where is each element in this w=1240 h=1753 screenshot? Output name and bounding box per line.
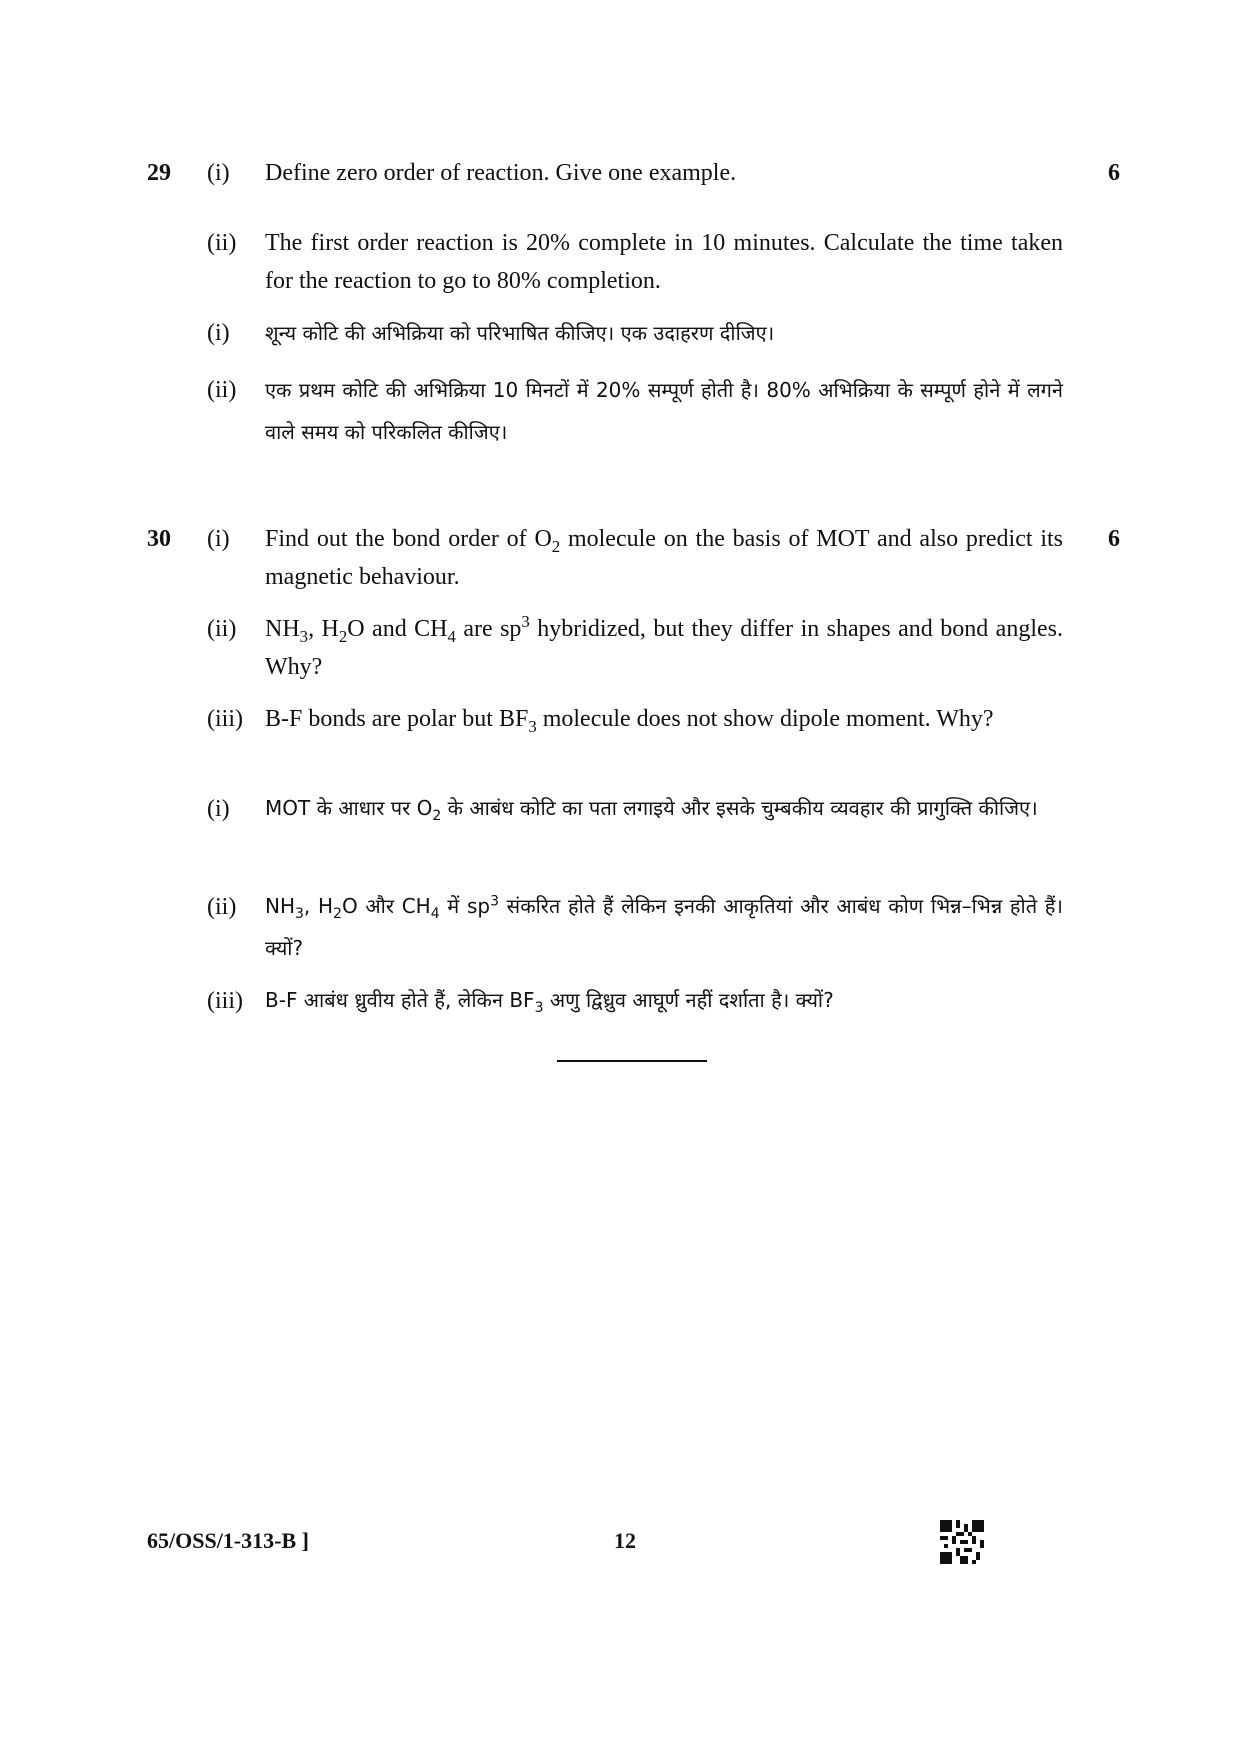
end-rule [557, 1060, 707, 1062]
part-label: (i) [207, 160, 230, 186]
page-number: 12 [614, 1528, 636, 1553]
question-text: B-F bonds are polar but $BF_3$ molecule does not show dipole moment. Why? [265, 706, 994, 736]
part-label: (i) [207, 796, 230, 822]
part-label: (ii) [207, 616, 237, 642]
question-text: $NH_3$, $H_2O$ and $CH_4$ are $sp^3$ hybridized, but they differ in shapes and bond angles. Why? [265, 612, 1063, 680]
question-marks: 6 [1108, 160, 1120, 186]
part-label: (iii) [207, 706, 243, 732]
question-number: 30 [147, 526, 171, 552]
question-marks: 6 [1108, 526, 1120, 552]
question-text-hindi: MOT के आधार पर $O_2$ के आबंध कोटि का पता लगाइये और इसके चुम्बकीय व्यवहार की प्रागुक्ति कीजिए। [265, 796, 1038, 824]
part-label: (ii) [207, 230, 237, 256]
question-text: Define zero order of reaction. Give one example. [265, 160, 737, 186]
question-text: Find out the bond order of $O_2$ molecule on the basis of MOT and also predict its magnetic behaviour. [265, 526, 1063, 590]
part-label: (i) [207, 526, 230, 552]
question-number: 29 [147, 160, 171, 186]
question-text-hindi: एक प्रथम कोटि की अभिक्रिया 10 मिनटों में 20% सम्पूर्ण होती है। 80% अभिक्रिया के सम्पूर्ण होने में लगने वाले समय को परिकलित कीजिए। [265, 378, 1063, 444]
paper-code: 65/OSS/1-313-B ] [147, 1528, 309, 1553]
part-label: (ii) [207, 377, 237, 403]
question-text-hindi: B-F आबंध ध्रुवीय होते हैं, लेकिन $BF_3$ अणु द्विध्रुव आघूर्ण नहीं दर्शाता है। क्यों? [265, 988, 834, 1016]
question-text-hindi: $NH_3$, $H_2O$ और $CH_4$ में $sp^3$ संकरित होते हैं लेकिन इनकी आकृतियां और आबंध कोण भिन्न–भिन्न होते हैं। क्यों? [265, 893, 1063, 960]
part-label: (ii) [207, 894, 237, 920]
qr-code-icon [940, 1520, 984, 1564]
question-text: The first order reaction is 20% complete in 10 minutes. Calculate the time taken for the reaction to go to 80% completion. [265, 230, 1063, 294]
part-label: (iii) [207, 988, 243, 1014]
part-label: (i) [207, 320, 230, 346]
question-text-hindi: शून्य कोटि की अभिक्रिया को परिभाषित कीजिए। एक उदाहरण दीजिए। [265, 321, 775, 345]
